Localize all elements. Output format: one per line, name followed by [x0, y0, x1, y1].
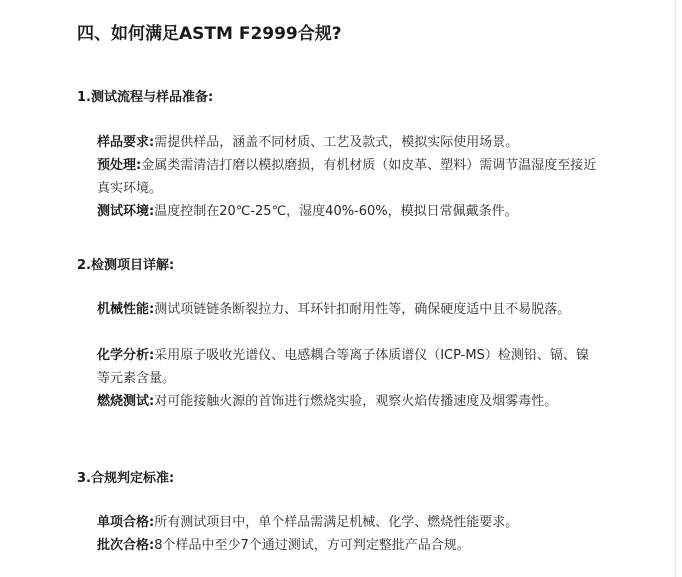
list-item-mechanical-performance	[97, 298, 597, 321]
section-heading-compliance-criteria: 3.合规判定标准:	[77, 471, 175, 486]
item-label: 燃烧测试:	[97, 394, 155, 409]
list-item-combustion-test	[97, 390, 597, 413]
section-heading-test-items: 2.检测项目详解:	[77, 258, 175, 273]
item-text: 测试项链链条断裂拉力、耳环针扣耐用性等，确保硬度适中且不易脱落。	[154, 302, 571, 317]
item-text: 对可能接触火源的首饰进行燃烧实验，观察火焰传播速度及烟雾毒性。	[154, 394, 558, 409]
item-label: 单项合格:	[97, 515, 155, 530]
list-item-sample-requirements	[97, 131, 597, 154]
list-item-single-item-pass	[97, 511, 597, 534]
item-text: 金属类需清洁打磨以模拟磨损，有机材质（如皮革、塑料）需调节温湿度至接近真实环境。	[97, 158, 597, 196]
right-divider	[675, 0, 676, 577]
item-text: 所有测试项目中，单个样品需满足机械、化学、燃烧性能要求。	[154, 515, 519, 530]
list-item-pretreatment	[97, 154, 597, 200]
page-title: 四、如何满足ASTM F2999合规?	[77, 24, 342, 44]
list-item-chemical-analysis	[97, 344, 597, 390]
item-label: 批次合格:	[97, 538, 155, 553]
item-text: 采用原子吸收光谱仪、电感耦合等离子体质谱仪（ICP-MS）检测铅、镉、镍等元素含量。	[97, 348, 589, 386]
item-label: 测试环境:	[97, 204, 155, 219]
item-label: 化学分析:	[97, 348, 155, 363]
item-label: 机械性能:	[97, 302, 155, 317]
list-item-test-environment	[97, 200, 597, 223]
item-text: 8个样品中至少7个通过测试，方可判定整批产品合规。	[154, 538, 470, 553]
item-text: 需提供样品，涵盖不同材质、工艺及款式，模拟实际使用场景。	[154, 135, 519, 150]
item-label: 预处理:	[97, 158, 142, 173]
item-text: 温度控制在20℃-25℃，湿度40%-60%，模拟日常佩戴条件。	[154, 204, 518, 219]
item-label: 样品要求:	[97, 135, 155, 150]
list-item-batch-pass	[97, 534, 597, 557]
section-heading-testing-process: 1.测试流程与样品准备:	[77, 90, 214, 105]
